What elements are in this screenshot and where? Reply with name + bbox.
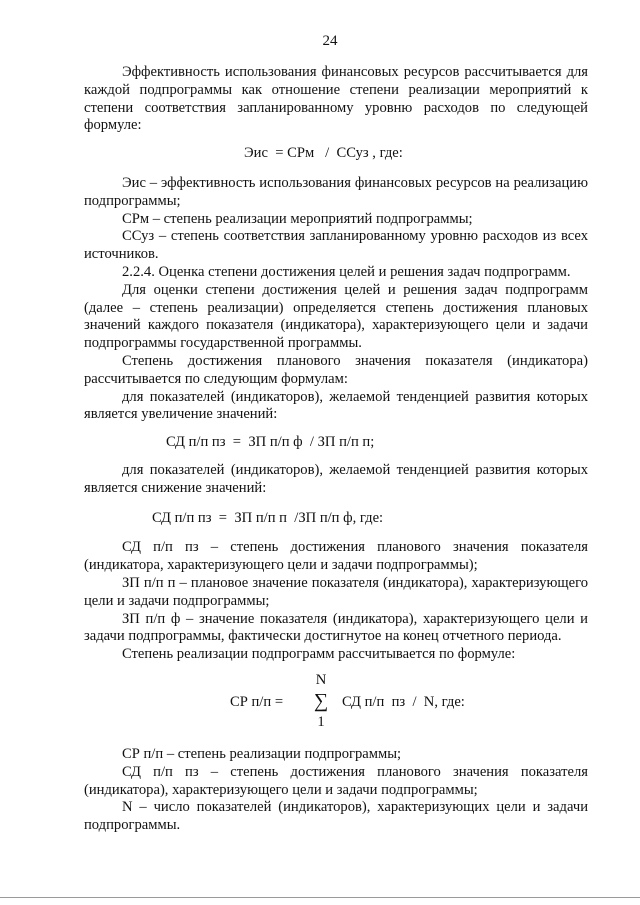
bottom-divider <box>0 897 640 898</box>
paragraph-implementation-formula-intro: Степень реализации подпрограмм рассчитывается по формуле: <box>122 646 516 663</box>
paragraph-efficiency-intro: Эффективность использования финансовых ресурсов рассчитывается для каждой подпрограммы как отношение степени реализации мероприятий к степени соответствия запланированному уровню расходов по следующей формуле: <box>84 64 588 134</box>
formula-decrease: СД п/п пз = ЗП п/п п /ЗП п/п ф, где: <box>152 509 384 526</box>
paragraph-n-definition: N – число показателей (индикаторов), характеризующих цели и задачи подпрограммы. <box>84 799 588 834</box>
paragraph-sd-definition: СД п/п пз – степень достижения планового значения показателя (индикатора, характеризующего цели и задачи подпрограммы); <box>84 539 588 574</box>
sum-formula-right: СД п/п пз / N, где: <box>342 693 465 710</box>
paragraph-ssuz-definition: ССуз – степень соответствия запланированному уровню расходов из всех источников. <box>84 228 588 263</box>
page-number: 24 <box>322 33 338 49</box>
document-body <box>84 64 588 835</box>
paragraph-srm-definition: СРм – степень реализации мероприятий подпрограммы; <box>122 210 473 227</box>
sum-formula-left: СР п/п = <box>230 693 284 710</box>
paragraph-sd-definition-repeat: СД п/п пз – степень достижения планового значения показателя (индикатора), характеризующего цели и задачи подпрограммы; <box>84 763 588 798</box>
paragraph-decrease-case: для показателей (индикаторов), желаемой тенденцией развития которых является снижение значений: <box>84 461 588 496</box>
sum-upper-limit: N <box>315 671 327 688</box>
sigma-symbol: ∑ <box>313 689 329 712</box>
paragraph-sr-definition: СР п/п – степень реализации подпрограммы; <box>122 745 402 762</box>
paragraph-formulas-intro: Степень достижения планового значения показателя (индикатора) рассчитывается по следующим формулам: <box>84 352 588 387</box>
paragraph-increase-case: для показателей (индикаторов), желаемой тенденцией развития которых является увеличение значений: <box>84 388 588 423</box>
formula-increase: СД п/п пз = ЗП п/п ф / ЗП п/п п; <box>166 434 375 451</box>
sum-lower-limit: 1 <box>317 713 325 730</box>
paragraph-zp-fact-definition: ЗП п/п ф – значение показателя (индикатора), характеризующего цели и задачи подпрограммы, фактически достигнутое на конец отчетного периода. <box>84 610 588 645</box>
paragraph-eis-definition: Эис – эффективность использования финансовых ресурсов на реализацию подпрограммы; <box>84 174 588 209</box>
section-heading-2-2-4: 2.2.4. Оценка степени достижения целей и решения задач подпрограмм. <box>122 263 571 280</box>
formula-summation <box>84 672 588 734</box>
paragraph-zp-plan-definition: ЗП п/п п – плановое значение показателя (индикатора), характеризующего цели и задачи подпрограммы; <box>84 574 588 609</box>
formula-efficiency: Эис = СРм / ССуз , где: <box>244 145 403 162</box>
paragraph-assessment-method: Для оценки степени достижения целей и решения задач подпрограмм (далее – степень реализации) определяется степень достижения плановых значений каждого показателя (индикатора), характеризующего цели и задачи подпрограммы государственной программы. <box>84 281 588 352</box>
